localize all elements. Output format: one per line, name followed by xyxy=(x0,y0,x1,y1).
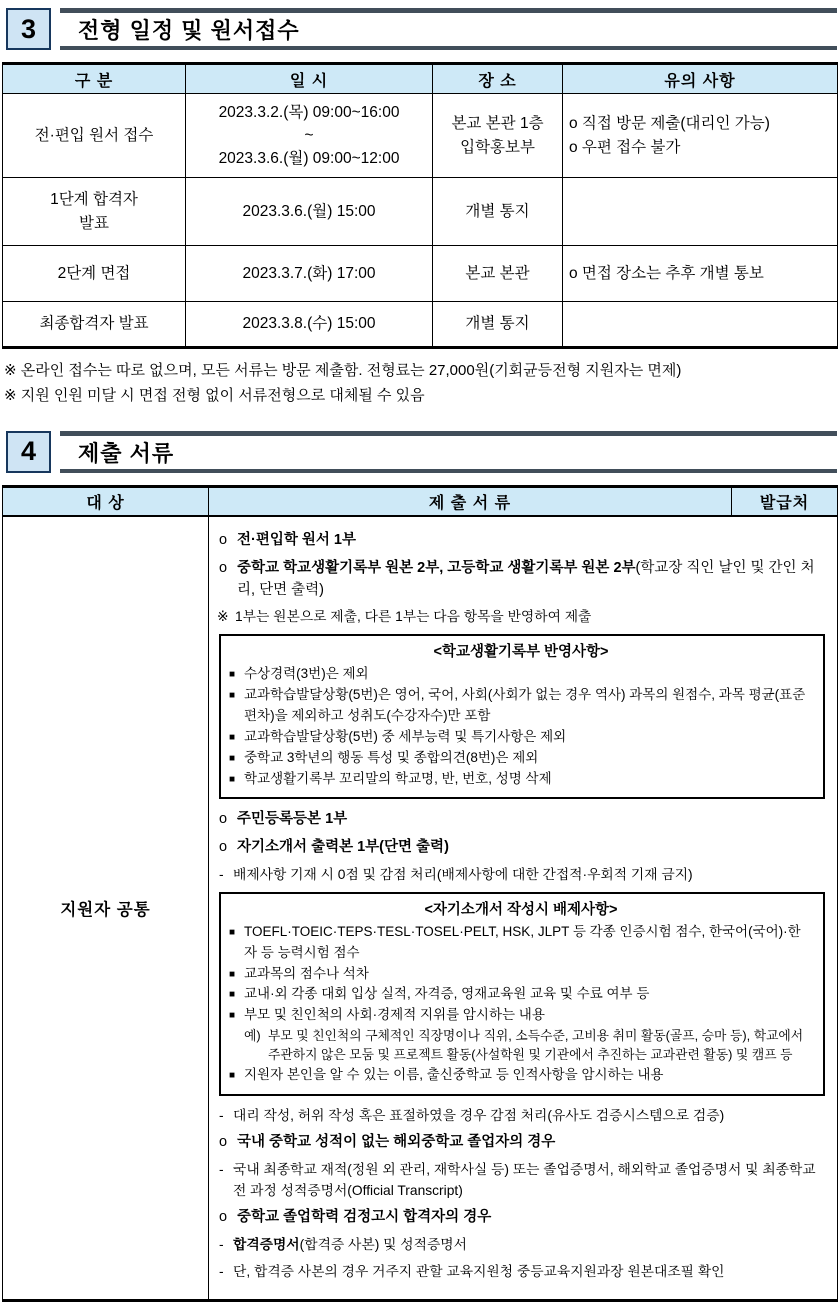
bullet-text: 부모 및 친인척의 사회·경제적 지위를 암시하는 내용 xyxy=(244,1007,545,1023)
square-bullet-icon: ■ xyxy=(229,731,236,743)
col-header-place: 장 소 xyxy=(433,64,563,94)
col-header-issuer: 발급처 xyxy=(732,486,838,516)
document-subitem xyxy=(215,1106,829,1127)
cell-place: 본교 본관 xyxy=(433,246,563,302)
cell-datetime: 2023.3.8.(수) 15:00 xyxy=(186,302,433,348)
item-text-normal: (학교장 직인 날인 및 간인 처리, 단면 출력) xyxy=(237,559,815,598)
square-bullet-icon: ■ xyxy=(229,689,236,701)
info-box xyxy=(219,892,825,1096)
bullet-text: 학교생활기록부 꼬리말의 학교명, 반, 번호, 성명 삭제 xyxy=(244,770,552,786)
subitem-text: 대리 작성, 허위 작성 혹은 표절하였을 경우 감점 처리(유사도 검증시스템으로 검증) xyxy=(233,1107,725,1123)
bullet-text: 수상경력(3번)은 제외 xyxy=(244,665,369,681)
bullet-text: 중학교 3학년의 행동 특성 및 종합의견(8번)은 제외 xyxy=(244,749,539,765)
cell-category: 2단계 면접 xyxy=(3,246,186,302)
schedule-footnotes xyxy=(4,359,835,409)
square-bullet-icon: ■ xyxy=(229,926,236,938)
document-items-list xyxy=(215,530,829,1283)
square-bullet-icon: ■ xyxy=(229,773,236,785)
square-bullet-icon: ■ xyxy=(229,968,236,980)
item-text xyxy=(237,530,829,552)
item-bullet-o: o xyxy=(219,811,228,828)
col-header-target: 대 상 xyxy=(3,486,209,516)
document-item xyxy=(215,809,829,831)
cell-category: 전·편입 원서 접수 xyxy=(3,94,186,178)
item-text xyxy=(237,558,829,602)
col-header-notes: 유의 사항 xyxy=(563,64,838,94)
documents-table xyxy=(2,485,838,1302)
info-box-title: <학교생활기록부 반영사항> xyxy=(433,643,609,660)
subitem-text: 단, 합격증 사본의 경우 거주지 관할 교육지원청 중등교육지원과장 원본대조필 확인 xyxy=(233,1263,725,1279)
info-box-bullet xyxy=(229,769,813,790)
cell-notes: o 면접 장소는 추후 개별 통보 xyxy=(563,246,838,302)
note-text: 1부는 원본으로 제출, 다른 1부는 다음 항목을 반영하여 제출 xyxy=(235,609,592,625)
document-item xyxy=(215,1132,829,1154)
subitem-text: 국내 최종학교 재적(정원 외 관리, 재학사실 등) 또는 졸업증명서, 해외학교 졸업증명서 및 최종학교 전 과정 성적증명서(Official Transcript) xyxy=(233,1162,816,1198)
table-row xyxy=(3,178,838,246)
cell-notes xyxy=(563,178,838,246)
info-box-bullet xyxy=(229,685,813,727)
item-bullet-o: o xyxy=(219,1209,228,1226)
square-bullet-icon: ■ xyxy=(229,668,236,680)
section3-header xyxy=(6,8,837,50)
info-box-bullet xyxy=(229,727,813,748)
document-note xyxy=(215,607,829,628)
target-cell: 지원자 공통 xyxy=(3,516,209,1300)
bullet-example xyxy=(229,1026,813,1064)
bullet-text: 교과학습발달상황(5번) 중 세부능력 및 특기사항은 제외 xyxy=(244,728,567,744)
schedule-table-header-row xyxy=(3,64,838,94)
document-item xyxy=(215,1207,829,1229)
schedule-table xyxy=(2,62,838,349)
dash-mark: - xyxy=(219,1162,224,1177)
section4-header xyxy=(6,431,837,473)
subitem-text: 배제사항 기재 시 0점 및 감점 처리(배제사항에 대한 간접적·우회적 기재 금지) xyxy=(233,866,693,882)
info-box xyxy=(219,634,825,800)
bullet-text: 교내·외 각종 대회 입상 실적, 자격증, 영재교육원 교육 및 수료 여부 등 xyxy=(244,986,650,1002)
document-subitem xyxy=(215,1262,829,1283)
table-row xyxy=(3,94,838,178)
section3-number-box: 3 xyxy=(6,8,51,50)
info-box-bullet xyxy=(229,984,813,1005)
dash-mark: - xyxy=(219,1107,224,1123)
item-bullet-o: o xyxy=(219,839,228,856)
col-header-category: 구 분 xyxy=(3,64,186,94)
item-text-bold: 중학교 졸업학력 검정고시 합격자의 경우 xyxy=(237,1209,492,1226)
document-item xyxy=(215,558,829,602)
document-subitem xyxy=(215,1235,829,1256)
document-item xyxy=(215,530,829,552)
item-text-bold: 자기소개서 출력본 1부(단면 출력) xyxy=(237,839,449,856)
bullet-text: 교과학습발달상황(5번)은 영어, 국어, 사회(사회가 없는 경우 역사) 과목의 원점수, 과목 평균(표준편차)을 제외하고 성취도(수강자수)만 포함 xyxy=(244,686,806,723)
info-box-bullet xyxy=(229,922,813,964)
documents-content-cell xyxy=(209,516,838,1300)
example-text: 부모 및 친인척의 구체적인 직장명이나 직위, 소득수준, 고비용 취미 활동(골프, 승마 등), 학교에서 주관하지 않은 모둠 및 프로젝트 활동(사설학원 및 기관에서 추진하는 교과관련 활동) 및 캠프 등 xyxy=(268,1028,804,1063)
item-bullet-o: o xyxy=(219,532,228,548)
info-box-bullet xyxy=(229,1005,813,1026)
cell-datetime: 2023.3.2.(목) 09:00~16:00 ~ 2023.3.6.(월) 09:00~12:00 xyxy=(186,94,433,178)
item-text xyxy=(237,1132,829,1154)
cell-category: 최종합격자 발표 xyxy=(3,302,186,348)
documents-table-header-row xyxy=(3,486,838,516)
cell-datetime: 2023.3.6.(월) 15:00 xyxy=(186,178,433,246)
document-item xyxy=(215,837,829,859)
cell-place: 개별 통지 xyxy=(433,302,563,348)
cell-datetime: 2023.3.7.(화) 17:00 xyxy=(186,246,433,302)
section3-title: 전형 일정 및 원서접수 xyxy=(60,8,837,50)
item-text xyxy=(237,1207,829,1229)
item-bullet-o: o xyxy=(219,559,228,576)
item-text xyxy=(237,809,829,831)
section4-number-box: 4 xyxy=(6,431,51,473)
item-bullet-o: o xyxy=(219,1134,228,1151)
footnote-line: ※ 지원 인원 미달 시 면접 전형 없이 서류전형으로 대체될 수 있음 xyxy=(4,386,425,404)
subitem-text: 합격증명서(합격증 사본) 및 성적증명서 xyxy=(233,1237,467,1253)
item-text-bold: 국내 중학교 성적이 없는 해외중학교 졸업자의 경우 xyxy=(237,1134,556,1151)
table-row xyxy=(3,302,838,348)
section4-title: 제출 서류 xyxy=(60,431,837,473)
schedule-table-body xyxy=(3,94,838,348)
document-subitem xyxy=(215,1160,829,1201)
bullet-text: TOEFL·TOEIC·TEPS·TESL·TOSEL·PELT, HSK, JLPT 등 각종 인증시험 점수, 한국어(국어)·한자 등 능력시험 점수 xyxy=(244,923,801,960)
cell-category: 1단계 합격자 발표 xyxy=(3,178,186,246)
bullet-text: 지원자 본인을 알 수 있는 이름, 출신중학교 등 인적사항을 암시하는 내용 xyxy=(244,1066,664,1082)
cell-notes: o 직접 방문 제출(대리인 가능) o 우편 접수 불가 xyxy=(563,94,838,178)
col-header-datetime: 일 시 xyxy=(186,64,433,94)
info-box-bullet xyxy=(229,1065,813,1086)
bullet-example-row xyxy=(244,1026,813,1064)
square-bullet-icon: ■ xyxy=(229,989,236,1001)
col-header-documents: 제 출 서 류 xyxy=(209,486,732,516)
cell-place: 본교 본관 1층 입학홍보부 xyxy=(433,94,563,178)
item-text-bold: 전·편입학 원서 1부 xyxy=(237,532,356,548)
square-bullet-icon: ■ xyxy=(229,1010,236,1022)
info-box-bullet xyxy=(229,964,813,985)
footnote-line: ※ 온라인 접수는 따로 없으며, 모든 서류는 방문 제출함. 전형료는 27,000원(기회균등전형 지원자는 면제) xyxy=(4,362,682,379)
item-text-bold: 주민등록등본 1부 xyxy=(237,811,348,828)
info-box-bullet xyxy=(229,664,813,685)
subitem-text-bold: 합격증명서 xyxy=(233,1237,300,1253)
table-row xyxy=(3,246,838,302)
square-bullet-icon: ■ xyxy=(229,1069,236,1081)
documents-table-body-row xyxy=(3,516,838,1300)
info-box-bullet xyxy=(229,748,813,769)
cell-notes xyxy=(563,302,838,348)
note-mark: ※ xyxy=(217,609,229,625)
item-text-bold: 중학교 학교생활기록부 원본 2부, 고등학교 생활기록부 원본 2부 xyxy=(237,559,636,576)
cell-place: 개별 통지 xyxy=(433,178,563,246)
dash-mark: - xyxy=(219,866,224,882)
square-bullet-icon: ■ xyxy=(229,752,236,764)
dash-mark: - xyxy=(219,1263,224,1279)
document-subitem xyxy=(215,865,829,886)
info-box-title: <자기소개서 작성시 배제사항> xyxy=(424,901,618,918)
bullet-text: 교과목의 점수나 석차 xyxy=(244,965,369,981)
dash-mark: - xyxy=(219,1237,224,1253)
example-prefix: 예) xyxy=(244,1028,261,1044)
item-text xyxy=(237,837,829,859)
